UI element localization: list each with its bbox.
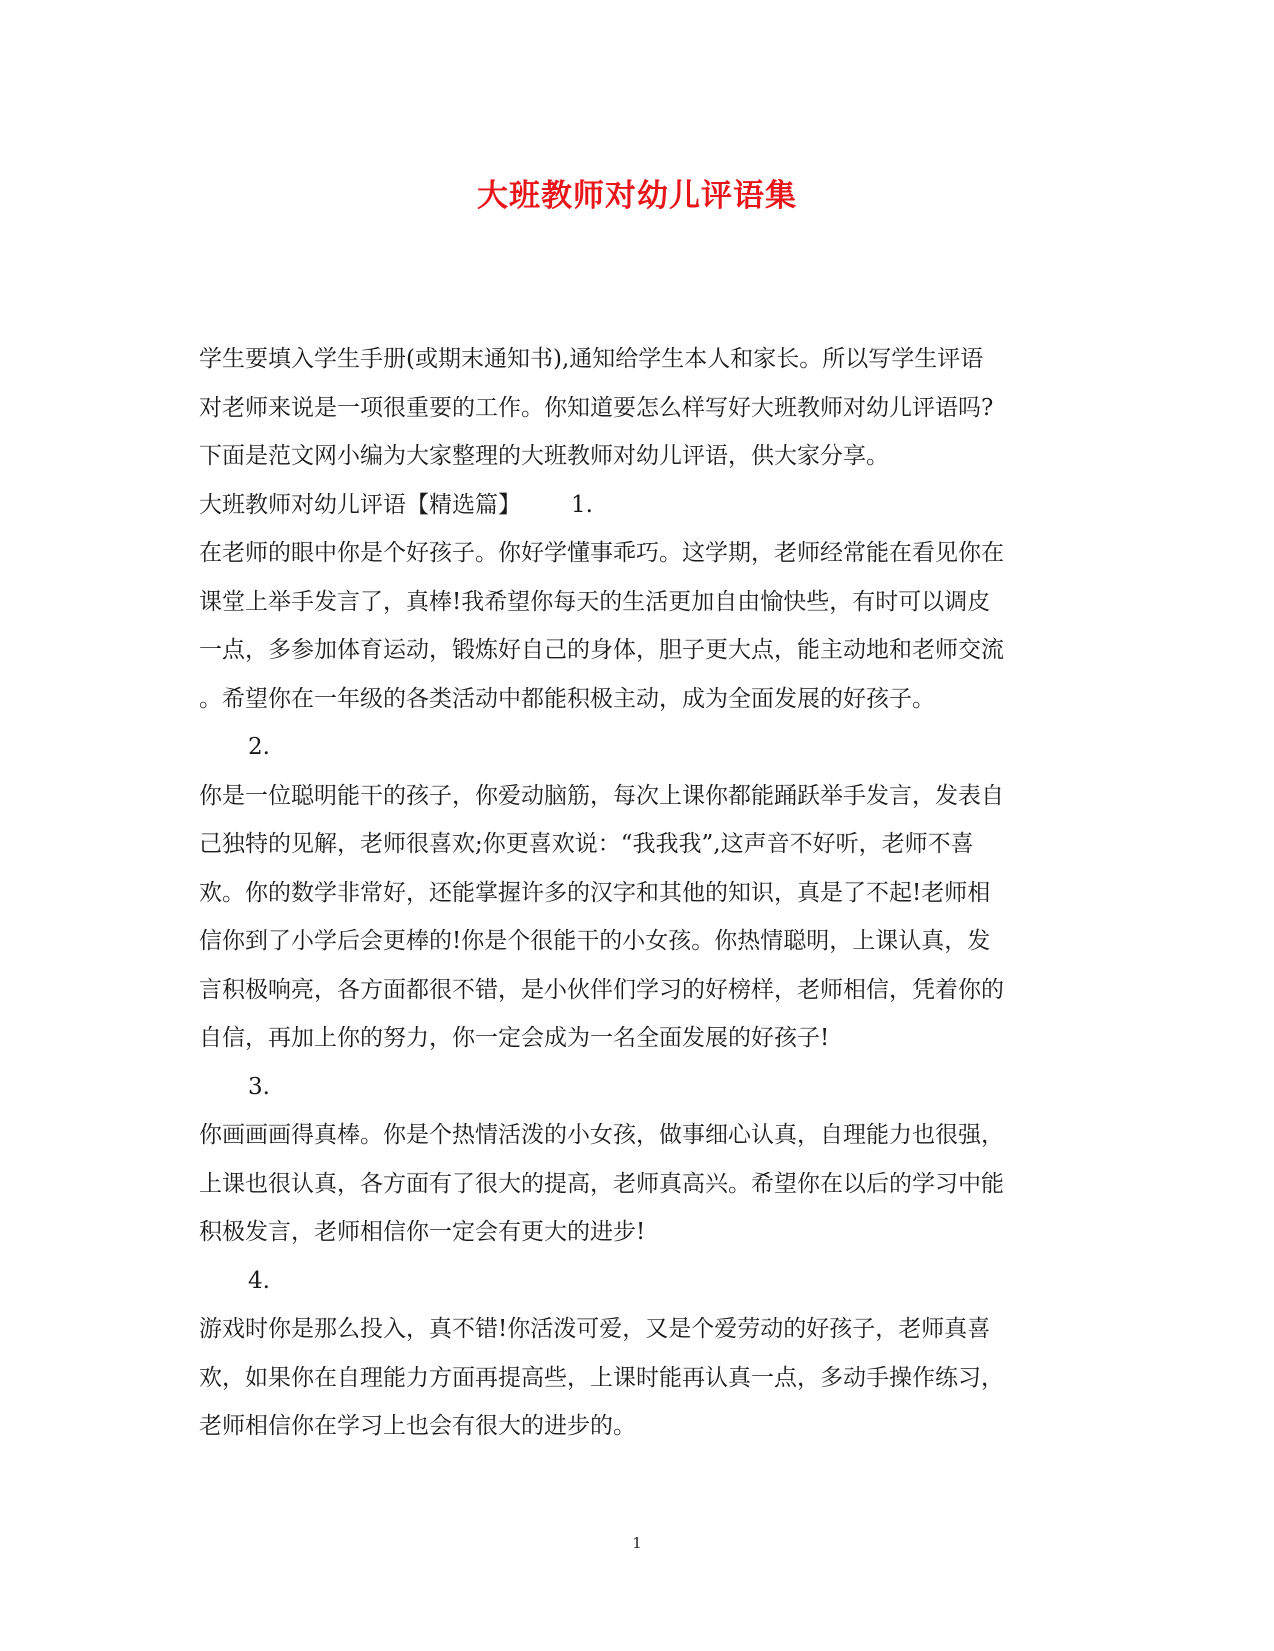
section-heading: 大班教师对幼儿评语【精选篇】 bbox=[199, 491, 521, 518]
item-line: 老师相信你在学习上也会有很大的进步的。 bbox=[199, 1413, 636, 1439]
item-line: 在老师的眼中你是个好孩子。你好学懂事乖巧。这学期，老师经常能在看见你在 bbox=[199, 540, 1004, 566]
item-line: 。希望你在一年级的各类活动中都能积极主动，成为全面发展的好孩子。 bbox=[199, 685, 935, 712]
intro-line: 学生要填入学生手册(或期末通知书),通知给学生本人和家长。所以写学生评语 bbox=[199, 346, 984, 372]
item-line: 欢。你的数学非常好，还能掌握许多的汉字和其他的知识，真是了不起!老师相 bbox=[199, 879, 991, 906]
item-line: 己独特的见解，老师很喜欢;你更喜欢说：“我我我”,这声音不好听，老师不喜 bbox=[199, 831, 974, 857]
item-number: 1. bbox=[571, 491, 593, 518]
item-line: 你是一位聪明能干的孩子，你爱动脑筋，每次上课你都能踊跃举手发言，发表自 bbox=[199, 782, 1004, 809]
item-line: 自信，再加上你的努力，你一定会成为一名全面发展的好孩子! bbox=[199, 1025, 830, 1051]
item-number: 2. bbox=[248, 734, 270, 760]
item-line: 游戏时你是那么投入，真不错!你活泼可爱，又是个爱劳动的好孩子，老师真喜 bbox=[199, 1316, 991, 1342]
item-line: 上课也很认真，各方面有了很大的提高，老师真高兴。希望你在以后的学习中能 bbox=[199, 1170, 1004, 1197]
document-title: 大班教师对幼儿评语集 bbox=[477, 178, 797, 214]
item-line: 一点，多参加体育运动，锻炼好自己的身体，胆子更大点，能主动地和老师交流 bbox=[199, 637, 1004, 663]
item-number: 3. bbox=[248, 1073, 270, 1100]
intro-line: 对老师来说是一项很重要的工作。你知道要怎么样写好大班教师对幼儿评语吗? bbox=[199, 394, 994, 421]
intro-line: 下面是范文网小编为大家整理的大班教师对幼儿评语，供大家分享。 bbox=[199, 443, 889, 469]
page-number: 1 bbox=[632, 1534, 642, 1552]
item-line: 积极发言，老师相信你一定会有更大的进步! bbox=[199, 1219, 646, 1245]
item-line: 欢，如果你在自理能力方面再提高些，上课时能再认真一点，多动手操作练习， bbox=[199, 1364, 1004, 1391]
item-line: 言积极响亮，各方面都很不错，是小伙伴们学习的好榜样，老师相信，凭着你的 bbox=[199, 976, 1004, 1003]
item-line: 课堂上举手发言了，真棒!我希望你每天的生活更加自由愉快些，有时可以调皮 bbox=[199, 588, 991, 615]
section-heading-line bbox=[199, 481, 1079, 530]
item-number: 4. bbox=[248, 1267, 270, 1294]
document-body bbox=[199, 335, 1079, 1451]
item-line: 你画画画得真棒。你是个热情活泼的小女孩，做事细心认真，自理能力也很强， bbox=[199, 1122, 1004, 1148]
item-line: 信你到了小学后会更棒的!你是个很能干的小女孩。你热情聪明，上课认真，发 bbox=[199, 928, 991, 954]
